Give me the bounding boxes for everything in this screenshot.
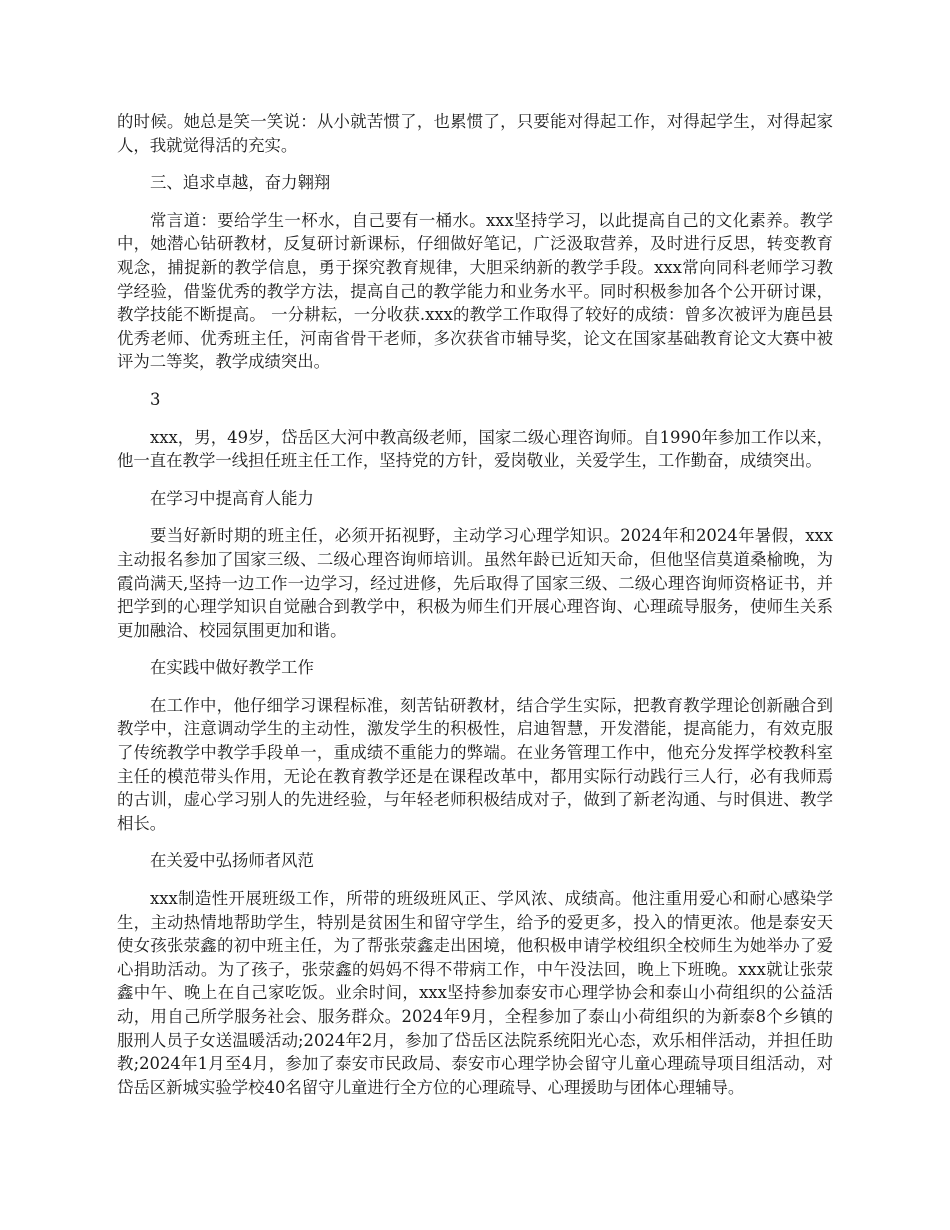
body-paragraph: 要当好新时期的班主任，必须开拓视野，主动学习心理学知识。2024年和2024年暑假，xxx主动报名参加了国家三级、二级心理咨询师培训。虽然年龄已近知天命，但他坚信莫道桑榆晚，为霞尚满天,坚持一边工作一边学习，经过进修，先后取得了国家三级、二级心理咨询师资格证书，并把学到的心理学知识自觉融合到教学中，积极为师生们开展心理咨询、心理疏导服务，使师生关系更加融洽、校园氛围更加和谐。 bbox=[117, 526, 833, 640]
body-paragraph: 常言道：要给学生一杯水，自己要有一桶水。xxx坚持学习，以此提高自己的文化素养。教学中，她潜心钻研教材，反复研讨新课标，仔细做好笔记，广泛汲取营养，及时进行反思，转变教育观念，捕捉新的教学信息，勇于探究教育规律，大胆采纳新的教学手段。xxx常向同科老师学习教学经验，借鉴优秀的教学方法，提高自己的教学能力和业务水平。同时积极参加各个公开研讨课，教学技能不断提高。 一分耕耘，一分收获.xxx的教学工作取得了较好的成绩：曾多次被评为鹿邑县优秀老师、优秀班主任，河南省骨干老师，多次获省市辅导奖，论文在国家基础教育论文大赛中被评为二等奖，教学成绩突出。 bbox=[117, 210, 833, 372]
body-paragraph: xxx制造性开展班级工作，所带的班级班风正、学风浓、成绩高。他注重用爱心和耐心感染学生，主动热情地帮助学生，特别是贫困生和留守学生，给予的爱更多，投入的情更浓。他是泰安天使女孩张荥鑫的初中班主任，为了帮张荥鑫走出困境，他积极申请学校组织全校师生为她举办了爱心捐助活动。为了孩子，张荥鑫的妈妈不得不带病工作，中午没法回，晚上下班晚。xxx就让张荥鑫中午、晚上在自己家吃饭。业余时间，xxx坚持参加泰安市心理学协会和泰山小荷组织的公益活动，用自己所学服务社会、服务群众。2024年9月，全程参加了泰山小荷组织的为新泰8个乡镇的服刑人员子女送温暖活动;2024年2月，参加了岱岳区法院系统阳光心态，欢乐相伴活动，并担任助教;2024年1月至4月，参加了泰安市民政局、泰安市心理学协会留守儿童心理疏导项目组活动，对岱岳区新城实验学校40名留守儿童进行全方位的心理疏导、心理援助与团体心理辅导。 bbox=[117, 889, 833, 1097]
section-heading-pursue-excellence: 三、追求卓越，奋力翱翔 bbox=[150, 173, 331, 193]
document-page bbox=[117, 110, 833, 1113]
body-paragraph: xxx，男，49岁，岱岳区大河中教高级老师，国家二级心理咨询师。自1990年参加工作以来，他一直在教学一线担任班主任工作，坚持党的方针，爱岗敬业，关爱学生，工作勤奋，成绩突出。 bbox=[117, 427, 833, 471]
body-paragraph-intro: 的时候。她总是笑一笑说：从小就苦惯了，也累惯了，只要能对得起工作，对得起学生，对得起家人，我就觉得活的充实。 bbox=[117, 112, 833, 155]
section-heading-practice: 在实践中做好教学工作 bbox=[150, 658, 314, 678]
section-heading-care: 在关爱中弘扬师者风范 bbox=[150, 851, 314, 871]
body-paragraph: 在工作中，他仔细学习课程标准，刻苦钻研教材，结合学生实际，把教育教学理论创新融合到教学中，注意调动学生的主动性，激发学生的积极性，启迪智慧，开发潜能，提高能力，有效克服了传统教学中教学手段单一，重成绩不重能力的弊端。在业务管理工作中，他充分发挥学校教科室主任的模范带头作用，无论在教育教学还是在课程改革中，都用实际行动践行三人行，必有我师焉的古训，虚心学习别人的先进经验，与年轻老师积极结成对子，做到了新老沟通、与时俱进、教学相长。 bbox=[117, 695, 833, 833]
section-number: 3 bbox=[150, 389, 161, 409]
section-heading-learning: 在学习中提高育人能力 bbox=[150, 488, 314, 508]
